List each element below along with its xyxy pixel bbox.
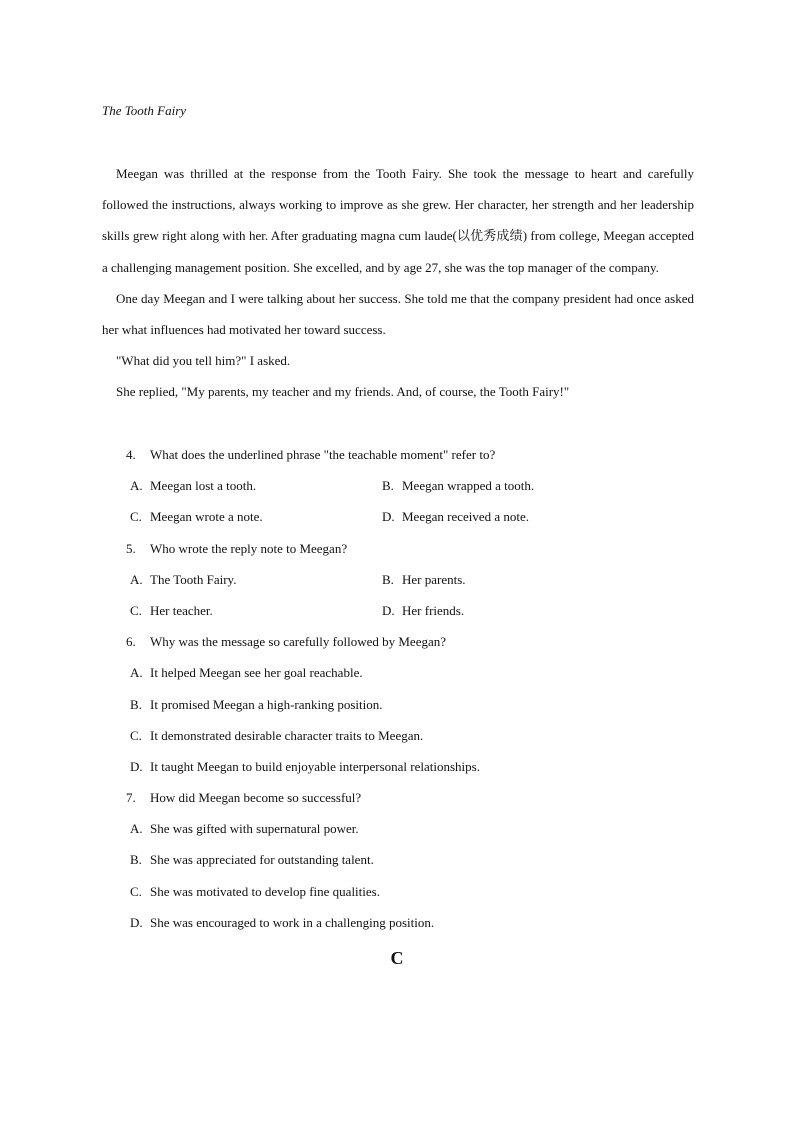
option-letter: C. (130, 602, 142, 618)
option-row (102, 844, 694, 875)
option-letter: A. (130, 665, 143, 681)
question-5-option-d (382, 595, 464, 626)
option-text: Meegan wrote a note. (150, 509, 263, 525)
option-row (102, 657, 694, 688)
option-text: Meegan lost a tooth. (150, 478, 257, 494)
question-7-option-b (130, 844, 374, 875)
option-row (102, 501, 694, 532)
option-text: It taught Meegan to build enjoyable interpersonal relationships. (150, 758, 480, 774)
option-letter: C. (130, 509, 142, 525)
passage-paragraph: She replied, "My parents, my teacher and my friends. And, of course, the Tooth Fairy!" (116, 384, 570, 400)
option-letter: C. (130, 883, 142, 899)
option-text: Her friends. (402, 602, 465, 618)
option-text: It promised Meegan a high-ranking position. (150, 696, 383, 712)
option-letter: B. (130, 852, 142, 868)
question-4-option-b (382, 470, 534, 501)
option-text: She was gifted with supernatural power. (150, 821, 359, 837)
question-5-option-c (130, 595, 382, 626)
question-number: 4. (126, 447, 136, 462)
question-5-option-b (382, 564, 466, 595)
option-row (102, 564, 694, 595)
option-row (102, 813, 694, 844)
option-letter: A. (130, 571, 143, 587)
option-text: It demonstrated desirable character traits to Meegan. (150, 727, 424, 743)
passage-paragraph: One day Meegan and I were talking about her success. She told me that the company president had once asked her what influences had motivated her toward success. (102, 290, 694, 338)
option-letter: D. (130, 914, 143, 930)
passage-paragraph: "What did you tell him?" I asked. (116, 353, 291, 369)
option-letter: C. (130, 727, 142, 743)
question-7-option-a (130, 813, 359, 844)
question-6-option-c (130, 720, 423, 751)
section-heading: C (390, 948, 404, 968)
question-text: Who wrote the reply note to Meegan? (150, 540, 348, 556)
option-letter: A. (130, 478, 143, 494)
question-text: How did Meegan become so successful? (150, 790, 362, 806)
option-row (102, 689, 694, 720)
option-text: Meegan received a note. (402, 509, 530, 525)
option-row (102, 876, 694, 907)
question-7-option-d (130, 907, 434, 938)
passage-title: The Tooth Fairy (102, 103, 187, 118)
question-6-option-a (130, 657, 363, 688)
option-letter: D. (382, 602, 395, 618)
option-row (102, 720, 694, 751)
question-text: What does the underlined phrase "the teachable moment" refer to? (150, 447, 496, 462)
question-5-option-a (130, 564, 382, 595)
question-text: Why was the message so carefully followed by Meegan? (150, 634, 447, 650)
option-row (102, 907, 694, 938)
option-letter: B. (382, 571, 394, 587)
option-letter: A. (130, 821, 143, 837)
option-letter: B. (382, 478, 394, 494)
option-text: Her parents. (402, 571, 466, 587)
option-letter: B. (130, 696, 142, 712)
option-text: It helped Meegan see her goal reachable. (150, 665, 363, 681)
option-text: Her teacher. (150, 602, 213, 618)
question-7-stem (102, 782, 694, 813)
option-text: Meegan wrapped a tooth. (402, 478, 535, 494)
option-text: She was encouraged to work in a challenging position. (150, 914, 435, 930)
question-4-option-c (130, 501, 382, 532)
question-4-stem (102, 439, 694, 470)
question-5-stem (102, 533, 694, 564)
option-letter: D. (382, 509, 395, 525)
passage-paragraph: Meegan was thrilled at the response from the Tooth Fairy. She took the message to heart and carefully followed the instructions, always working to improve as she grew. Her character, her strength and her leadership skills grew right along with her. After graduating magna cum laude(以优秀成绩) from college, Meegan accepted a challenging management position. She excelled, and by age 27, she was the top manager of the company. (102, 166, 694, 275)
question-7-option-c (130, 876, 380, 907)
question-6-option-d (130, 751, 480, 782)
question-6-stem (102, 626, 694, 657)
option-row (102, 595, 694, 626)
question-number: 7. (126, 790, 136, 806)
option-letter: D. (130, 758, 143, 774)
question-4-option-a (130, 470, 382, 501)
option-text: The Tooth Fairy. (150, 571, 237, 587)
option-row (102, 751, 694, 782)
question-number: 6. (126, 634, 136, 650)
question-number: 5. (126, 540, 136, 556)
question-6-option-b (130, 689, 383, 720)
option-row (102, 470, 694, 501)
question-list (102, 439, 694, 938)
option-text: She was motivated to develop fine qualities. (150, 883, 380, 899)
passage-body (102, 158, 694, 408)
option-text: She was appreciated for outstanding talent. (150, 852, 374, 868)
question-4-option-d (382, 501, 529, 532)
